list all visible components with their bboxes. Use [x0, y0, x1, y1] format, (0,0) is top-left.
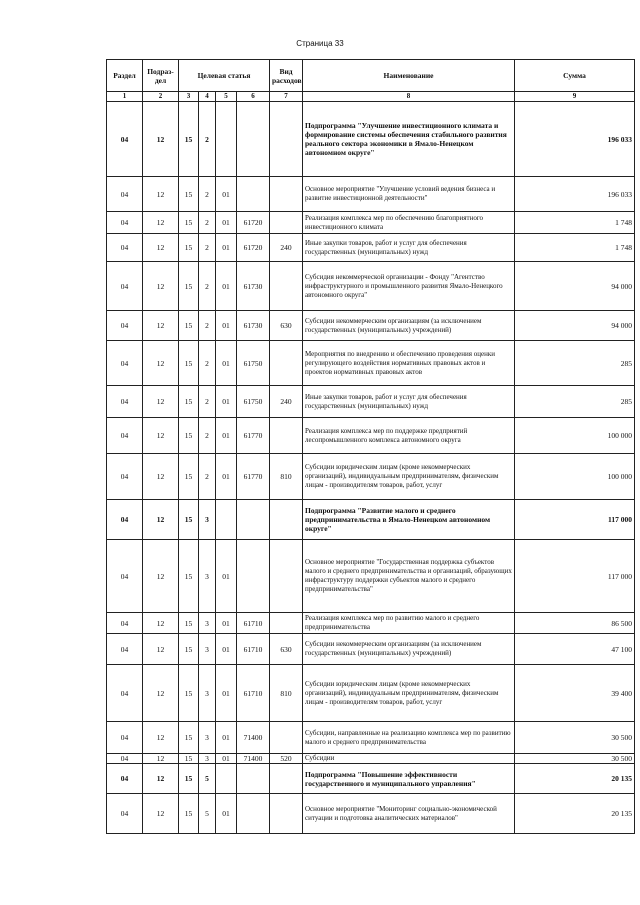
cell-vid	[270, 613, 303, 634]
cell-razdel: 04	[107, 454, 143, 500]
cell-target-2: 2	[199, 386, 216, 418]
table-row	[107, 418, 635, 454]
cell-podrazdel: 12	[143, 177, 179, 212]
header-row	[107, 60, 635, 92]
cell-podrazdel: 12	[143, 102, 179, 177]
cell-target-3: 01	[216, 212, 237, 234]
table-row	[107, 722, 635, 754]
cell-podrazdel: 12	[143, 454, 179, 500]
cell-target-1: 15	[179, 613, 199, 634]
cell-razdel: 04	[107, 234, 143, 262]
column-number: 6	[237, 92, 270, 102]
cell-target-1: 15	[179, 454, 199, 500]
cell-target-4: 61710	[237, 613, 270, 634]
cell-vid: 630	[270, 634, 303, 665]
cell-name: Субсидии юридическим лицам (кроме некоммерческих организаций), индивидуальным предпринимателям, физическим лицам - производителям товаров, работ, услуг	[303, 454, 515, 500]
cell-target-1: 15	[179, 418, 199, 454]
cell-vid	[270, 212, 303, 234]
cell-name: Основное мероприятие "Улучшение условий ведения бизнеса и развитие инвестиционной деятельности"	[303, 177, 515, 212]
cell-sum: 86 500	[515, 613, 635, 634]
cell-target-1: 15	[179, 754, 199, 764]
cell-target-2: 2	[199, 177, 216, 212]
cell-target-1: 15	[179, 102, 199, 177]
cell-name: Основное мероприятие "Государственная поддержка субъектов малого и среднего предпринимательства и организаций, образующих инфраструктуру поддержки субъектов малого и среднего предпринимательства"	[303, 540, 515, 613]
header-vid: Вид расходов	[270, 60, 303, 92]
table-row	[107, 634, 635, 665]
cell-name: Реализация комплекса мер по поддержке предприятий лесопромышленного комплекса автономного округа	[303, 418, 515, 454]
cell-target-4: 61770	[237, 418, 270, 454]
column-number: 1	[107, 92, 143, 102]
cell-target-4: 61730	[237, 262, 270, 311]
cell-sum: 30 500	[515, 754, 635, 764]
cell-sum: 1 748	[515, 234, 635, 262]
cell-target-1: 15	[179, 386, 199, 418]
cell-target-4	[237, 500, 270, 540]
cell-vid: 520	[270, 754, 303, 764]
cell-target-1: 15	[179, 764, 199, 794]
cell-target-4: 61720	[237, 234, 270, 262]
cell-razdel: 04	[107, 764, 143, 794]
cell-vid	[270, 794, 303, 834]
cell-vid: 240	[270, 234, 303, 262]
cell-target-4: 71400	[237, 722, 270, 754]
cell-target-1: 15	[179, 794, 199, 834]
cell-target-2: 2	[199, 311, 216, 341]
cell-podrazdel: 12	[143, 386, 179, 418]
table-row	[107, 102, 635, 177]
cell-podrazdel: 12	[143, 234, 179, 262]
cell-podrazdel: 12	[143, 212, 179, 234]
cell-target-2: 2	[199, 418, 216, 454]
cell-razdel: 04	[107, 177, 143, 212]
cell-target-3: 01	[216, 234, 237, 262]
column-number: 8	[303, 92, 515, 102]
cell-vid: 630	[270, 311, 303, 341]
cell-razdel: 04	[107, 311, 143, 341]
cell-sum: 30 500	[515, 722, 635, 754]
cell-target-2: 3	[199, 665, 216, 722]
cell-target-2: 2	[199, 212, 216, 234]
cell-sum: 117 000	[515, 540, 635, 613]
header-target: Целевая статья	[179, 60, 270, 92]
cell-name: Субсидии	[303, 754, 515, 764]
cell-target-2: 2	[199, 341, 216, 386]
table-row	[107, 341, 635, 386]
cell-target-4: 61720	[237, 212, 270, 234]
cell-target-4: 61770	[237, 454, 270, 500]
cell-target-4	[237, 177, 270, 212]
page-title: Страница 33	[296, 39, 344, 48]
cell-name: Реализация комплекса мер по развитию малого и среднего предпринимательства	[303, 613, 515, 634]
cell-target-3	[216, 764, 237, 794]
column-number: 4	[199, 92, 216, 102]
cell-name: Реализация комплекса мер по обеспечению благоприятного инвестиционного климата	[303, 212, 515, 234]
cell-podrazdel: 12	[143, 665, 179, 722]
cell-razdel: 04	[107, 102, 143, 177]
cell-razdel: 04	[107, 341, 143, 386]
cell-target-2: 3	[199, 500, 216, 540]
cell-name: Подпрограмма "Развитие малого и среднего предпринимательства в Ямало-Ненецком автономном округе"	[303, 500, 515, 540]
cell-target-3: 01	[216, 794, 237, 834]
cell-sum: 47 100	[515, 634, 635, 665]
cell-target-4: 61750	[237, 386, 270, 418]
cell-target-3: 01	[216, 665, 237, 722]
cell-sum: 285	[515, 341, 635, 386]
cell-razdel: 04	[107, 212, 143, 234]
cell-vid	[270, 177, 303, 212]
cell-name: Подпрограмма "Повышение эффективности государственного и муниципального управления"	[303, 764, 515, 794]
cell-target-4: 61750	[237, 341, 270, 386]
table-row	[107, 212, 635, 234]
cell-target-2: 3	[199, 754, 216, 764]
cell-razdel: 04	[107, 386, 143, 418]
cell-target-2: 2	[199, 234, 216, 262]
cell-target-1: 15	[179, 722, 199, 754]
column-number: 9	[515, 92, 635, 102]
cell-target-2: 3	[199, 634, 216, 665]
cell-razdel: 04	[107, 722, 143, 754]
cell-name: Субсидия некоммерческой организации - Фонду "Агентство инфраструктурного и промышленного развития Ямало-Ненецкого автономного округа"	[303, 262, 515, 311]
cell-sum: 1 748	[515, 212, 635, 234]
cell-sum: 100 000	[515, 418, 635, 454]
cell-podrazdel: 12	[143, 418, 179, 454]
cell-podrazdel: 12	[143, 764, 179, 794]
cell-target-1: 15	[179, 540, 199, 613]
cell-podrazdel: 12	[143, 540, 179, 613]
cell-vid	[270, 500, 303, 540]
table-row	[107, 764, 635, 794]
cell-podrazdel: 12	[143, 613, 179, 634]
cell-name: Субсидии юридическим лицам (кроме некоммерческих организаций), индивидуальным предпринимателям, физическим лицам - производителям товаров, работ, услуг	[303, 665, 515, 722]
cell-target-4: 61710	[237, 634, 270, 665]
table-row	[107, 613, 635, 634]
cell-target-3: 01	[216, 386, 237, 418]
cell-podrazdel: 12	[143, 794, 179, 834]
table-row	[107, 454, 635, 500]
cell-vid	[270, 341, 303, 386]
cell-target-2: 5	[199, 764, 216, 794]
cell-target-1: 15	[179, 262, 199, 311]
cell-vid	[270, 102, 303, 177]
cell-name: Основное мероприятие "Мониторинг социально-экономической ситуации и подготовка аналитических материалов"	[303, 794, 515, 834]
cell-target-3: 01	[216, 634, 237, 665]
cell-target-3	[216, 500, 237, 540]
cell-target-3: 01	[216, 454, 237, 500]
cell-sum: 196 033	[515, 177, 635, 212]
cell-vid	[270, 262, 303, 311]
cell-sum: 94 000	[515, 311, 635, 341]
cell-target-1: 15	[179, 665, 199, 722]
cell-target-1: 15	[179, 341, 199, 386]
table-row	[107, 754, 635, 764]
cell-target-1: 15	[179, 234, 199, 262]
cell-podrazdel: 12	[143, 500, 179, 540]
cell-target-2: 5	[199, 794, 216, 834]
cell-name: Подпрограмма "Улучшение инвестиционного климата и формирование системы обеспечения стабильного развития реального сектора экономики в Ямало-Ненецком автономном округе"	[303, 102, 515, 177]
cell-target-4: 61710	[237, 665, 270, 722]
header-sum: Сумма	[515, 60, 635, 92]
cell-name: Мероприятия по внедрению и обеспечению проведения оценки регулирующего воздействия нормативных правовых актов и проектов нормативных правовых актов	[303, 341, 515, 386]
cell-target-2: 2	[199, 262, 216, 311]
table-row	[107, 794, 635, 834]
table-row	[107, 311, 635, 341]
cell-target-2: 3	[199, 722, 216, 754]
cell-vid: 810	[270, 665, 303, 722]
cell-vid	[270, 764, 303, 794]
cell-target-3: 01	[216, 540, 237, 613]
cell-name: Субсидии некоммерческим организациям (за исключением государственных (муниципальных) учреждений)	[303, 311, 515, 341]
cell-name: Субсидии, направленные на реализацию комплекса мер по развитию малого и среднего предпринимательства	[303, 722, 515, 754]
cell-target-3: 01	[216, 311, 237, 341]
column-numbers-row	[107, 92, 635, 102]
cell-razdel: 04	[107, 540, 143, 613]
cell-target-1: 15	[179, 212, 199, 234]
cell-sum: 20 135	[515, 764, 635, 794]
cell-target-2: 2	[199, 102, 216, 177]
cell-podrazdel: 12	[143, 262, 179, 311]
cell-sum: 39 400	[515, 665, 635, 722]
header-podrazdel: Подраз-дел	[143, 60, 179, 92]
cell-target-2: 2	[199, 454, 216, 500]
column-number: 5	[216, 92, 237, 102]
cell-razdel: 04	[107, 262, 143, 311]
cell-podrazdel: 12	[143, 311, 179, 341]
budget-table	[106, 59, 635, 834]
cell-razdel: 04	[107, 613, 143, 634]
table-row	[107, 177, 635, 212]
cell-target-1: 15	[179, 177, 199, 212]
cell-razdel: 04	[107, 418, 143, 454]
table-row	[107, 386, 635, 418]
cell-target-3: 01	[216, 722, 237, 754]
cell-target-3: 01	[216, 418, 237, 454]
table-row	[107, 665, 635, 722]
cell-target-3: 01	[216, 262, 237, 311]
cell-podrazdel: 12	[143, 634, 179, 665]
cell-sum: 100 000	[515, 454, 635, 500]
header-name: Наименование	[303, 60, 515, 92]
cell-razdel: 04	[107, 754, 143, 764]
cell-podrazdel: 12	[143, 341, 179, 386]
cell-podrazdel: 12	[143, 754, 179, 764]
cell-target-1: 15	[179, 634, 199, 665]
cell-target-4	[237, 102, 270, 177]
column-number: 3	[179, 92, 199, 102]
cell-target-1: 15	[179, 311, 199, 341]
cell-target-3: 01	[216, 177, 237, 212]
cell-vid	[270, 418, 303, 454]
cell-sum: 94 000	[515, 262, 635, 311]
cell-vid: 240	[270, 386, 303, 418]
table-row	[107, 262, 635, 311]
cell-target-4	[237, 540, 270, 613]
table-row	[107, 500, 635, 540]
cell-target-4: 61730	[237, 311, 270, 341]
cell-name: Иные закупки товаров, работ и услуг для обеспечения государственных (муниципальных) нужд	[303, 386, 515, 418]
header-razdel: Раздел	[107, 60, 143, 92]
cell-target-2: 3	[199, 540, 216, 613]
table-row	[107, 234, 635, 262]
cell-name: Субсидии некоммерческим организациям (за исключением государственных (муниципальных) учреждений)	[303, 634, 515, 665]
cell-sum: 117 000	[515, 500, 635, 540]
cell-razdel: 04	[107, 794, 143, 834]
column-number: 2	[143, 92, 179, 102]
cell-sum: 20 135	[515, 794, 635, 834]
cell-target-3: 01	[216, 754, 237, 764]
cell-sum: 285	[515, 386, 635, 418]
column-number: 7	[270, 92, 303, 102]
cell-podrazdel: 12	[143, 722, 179, 754]
cell-razdel: 04	[107, 500, 143, 540]
cell-target-4	[237, 794, 270, 834]
cell-target-3	[216, 102, 237, 177]
cell-target-2: 3	[199, 613, 216, 634]
table-row	[107, 540, 635, 613]
cell-name: Иные закупки товаров, работ и услуг для обеспечения государственных (муниципальных) нужд	[303, 234, 515, 262]
cell-target-3: 01	[216, 613, 237, 634]
cell-vid	[270, 540, 303, 613]
cell-vid	[270, 722, 303, 754]
cell-razdel: 04	[107, 665, 143, 722]
cell-target-1: 15	[179, 500, 199, 540]
cell-target-3: 01	[216, 341, 237, 386]
cell-vid: 810	[270, 454, 303, 500]
cell-target-4	[237, 764, 270, 794]
cell-razdel: 04	[107, 634, 143, 665]
cell-target-4: 71400	[237, 754, 270, 764]
cell-sum: 196 033	[515, 102, 635, 177]
